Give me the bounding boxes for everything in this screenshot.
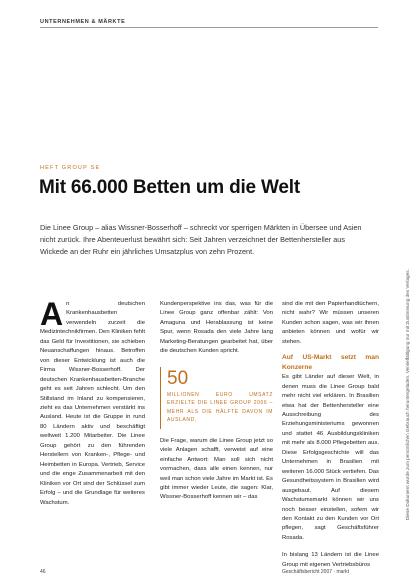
article-headline: Mit 66.000 Betten um die Welt xyxy=(39,177,300,198)
section-label: UNTERNEHMEN & MÄRKTE xyxy=(40,19,126,25)
side-note-text: Diese Dokument wurde zum persönlichen Gebrauch heruntergeladen. Vervielfältigung nur mit Zustimmung des Verlages. xyxy=(405,269,410,520)
article-kicker: HEFT GROUP SE xyxy=(40,165,101,171)
subheading: Auf US-Markt setzt man Konzerne xyxy=(282,354,379,371)
pull-quote-number: 50 xyxy=(167,367,189,389)
section-rule xyxy=(40,27,378,28)
article-lead: Die Linee Group – alias Wissner-Bosserhoff – schreckt vor sperrigen Märkten in Übersee und Asien nicht zurück. Ihre Abenteuerlust bewährt sich: Seit Jahren verzeichnet der Bettenhersteller aus Wickede an der Ruhr ein jährliches Umsatzplus von zehn Prozent. xyxy=(40,223,362,256)
pull-quote xyxy=(160,367,273,429)
body-paragraph: Kundenperspektive ins das, was für die Linee Group ganz offenbar zählt: Von Amaguna und Herablassung ist keine Spur, wenn Rosada den viele Jahre lang Marketing-Beratungen gearbeitet hat, über die deutschen Kunden spricht. xyxy=(160,301,273,355)
text-column-2 xyxy=(160,300,273,503)
text-column-3 xyxy=(282,300,379,570)
publication-footer: Geschäftsbericht 2007 · markt xyxy=(282,569,349,575)
body-paragraph: Es gibt Länder auf dieser Welt, in denen muss die Linee Group bald mehr nicht viel erklären. In Brasilien etwa hat der Bettenhersteller eine Ausschreibung des Erziehungsministeriums gewonnen und stattet 46 Ausbildungskliniken mit mehr als 8.000 Pflegebetten aus. Diese Erfolgsgeschichte will das Unternehmen in Brasilien mit weiteren 16.000 Stück vertiefen. Das Gesundheitssystem in Brasilien wird ausgebaut. Auf diesem Wachstumsmarkt können wir uns noch besser einstellen, sofern wir den Kontakt zu den Kunden vor Ort pflegen, sagt Geschäftsführer Rosada. xyxy=(282,374,379,541)
page-number: 46 xyxy=(40,569,46,575)
copyright-side-note xyxy=(396,130,410,520)
pull-quote-text: MILLIONEN EURO UMSATZ ERZIELTE DIE LINEE GROUP 2006 – MEHR ALS DIE HÄLFTE DAVON IM AUSLAND. xyxy=(167,391,273,424)
body-paragraph: In bislang 13 Ländern ist die Linee Group mit eigenen Vertriebsbüros xyxy=(282,552,379,568)
drop-cap: A xyxy=(40,296,64,332)
body-paragraph: Die Frage, warum die Linee Group jetzt so viele Anlagen schafft, verweist auf eine einfache Antwort: Man soll sich nicht vormachen, dass alle einen kennen, nur weil man schon viele Jahre im Markt ist. Es gibt immer wieder Leute, die sagen: Klar, Wissner-Bosserhoff kennen wir – das xyxy=(160,437,273,501)
text-column-1 xyxy=(40,296,145,508)
body-paragraph: n deutschen Krankenhausbetten verwendeln zurzeit die Medizintechnikfirmen. Den Kliniken fehlt das Geld für Investitionen, sie schieben Neuanschaffungen hinaus. Betroffen von dieser Entwicklung ist auch die Firma Wissner-Bosserhoff. Der deutschen Krankenhausbetten-Branche geht es seit Jahren schlecht. Um den Stillstand im Inland zu kompensieren, zieht es das Unternehmen verstärkt ins Ausland. Heute ist die Gruppe in rund 80 Ländern aktiv und beschäftigt weltweit 1.200 Mitarbeiter. Die Linee Group gehört zu den führenden Herstellern von Kranken-, Pflege- und Heimbetten in Europa. Vertrieb, Service und die enge Zusammenarbeit mit den Kliniken vor Ort sind der Schlüssel zum Erfolg – und die Grundlage für weiteres Wachstum. xyxy=(40,301,145,506)
body-paragraph: sind die mit den Papierhandtüchern, nicht wahr? Wir müssen unseren Kunden schon sagen, was wir ihnen anbieten können und wofür wir stehen. xyxy=(282,301,379,345)
